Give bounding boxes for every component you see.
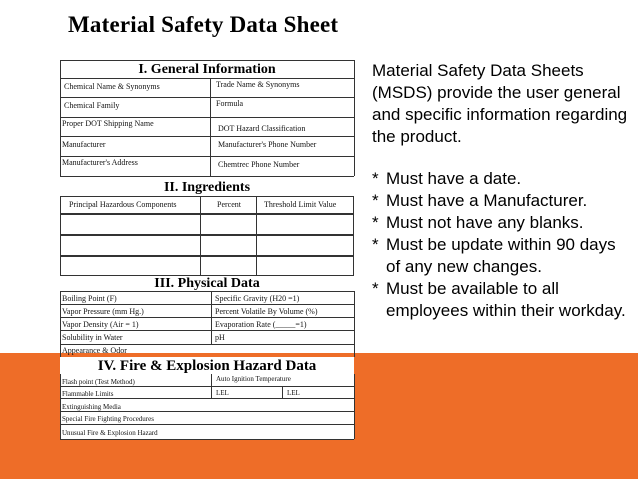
column-percent: Percent [217,200,241,209]
bullet-mark: * [372,169,379,188]
field-evaporation-rate: Evaporation Rate (_____=1) [215,320,307,329]
bullet-text: Must be update within 90 days of any new changes. [386,235,616,276]
bullet-mark: * [372,279,379,298]
field-ph: pH [215,333,225,342]
field-dot-hazard-class: DOT Hazard Classification [218,124,306,133]
bullet-text: Must be available to all employees within their workday. [386,279,626,320]
field-chemtrec-phone: Chemtrec Phone Number [218,160,300,169]
bullet-mark: * [372,191,379,210]
ingredients-heading: II. Ingredients [163,180,251,195]
field-manufacturer-phone: Manufacturer's Phone Number [218,140,317,149]
field-appearance-odor: Appearance & Odor [62,346,127,355]
ingredient-row [60,214,354,235]
field-percent-volatile: Percent Volatile By Volume (%) [215,307,318,316]
description-panel [372,60,634,322]
bullet-mark: * [372,235,379,254]
field-flash-point: Flash point (Test Method) [62,378,135,386]
field-chemical-family: Chemical Family [64,101,120,110]
ingredient-row [60,256,354,276]
field-boiling-point: Boiling Point (F) [62,294,117,303]
general-heading: I. General Information [138,62,276,77]
column-threshold-limit: Threshold Limit Value [264,200,337,209]
intro-text: Material Safety Data Sheets (MSDS) provide the user general and specific information regarding the product. [372,61,628,146]
field-auto-ignition: Auto Ignition Temperature [216,375,291,383]
bullet-item [372,190,634,212]
bullet-item [372,234,634,278]
bullet-text: Must not have any blanks. [386,213,584,232]
field-vapor-pressure: Vapor Pressure (mm Hg.) [62,307,144,316]
field-lel-2: LEL [287,389,300,397]
field-special-procedures: Special Fire Fighting Procedures [62,415,154,423]
field-manufacturer-address: Manufacturer's Address [62,158,138,167]
page-title: Material Safety Data Sheet [68,12,339,37]
field-dot-shipping-name: Proper DOT Shipping Name [62,119,154,128]
bullet-item [372,278,634,322]
bullet-text: Must have a date. [386,169,522,188]
field-solubility: Solubility in Water [62,333,123,342]
field-chemical-name: Chemical Name & Synonyms [64,82,160,91]
fire-heading: IV. Fire & Explosion Hazard Data [97,358,317,374]
bullet-item [372,212,634,234]
field-flammable-limits: Flammable Limits [62,390,114,398]
physical-heading: III. Physical Data [154,276,260,291]
field-unusual-hazard: Unusual Fire & Explosion Hazard [62,429,158,437]
field-lel: LEL [216,389,229,397]
field-vapor-density: Vapor Density (Air = 1) [62,320,139,329]
bullet-text: Must have a Manufacturer. [386,191,588,210]
field-trade-name: Trade Name & Synonyms [216,80,300,89]
bullet-mark: * [372,213,379,232]
field-extinguishing-media: Extinguishing Media [62,403,121,411]
bullet-item [372,168,634,190]
ingredient-row [60,235,354,256]
field-specific-gravity: Specific Gravity (H20 =1) [215,294,300,303]
field-manufacturer: Manufacturer [62,140,106,149]
column-hazardous-components: Principal Hazardous Components [69,200,177,209]
field-formula: Formula [216,99,244,108]
